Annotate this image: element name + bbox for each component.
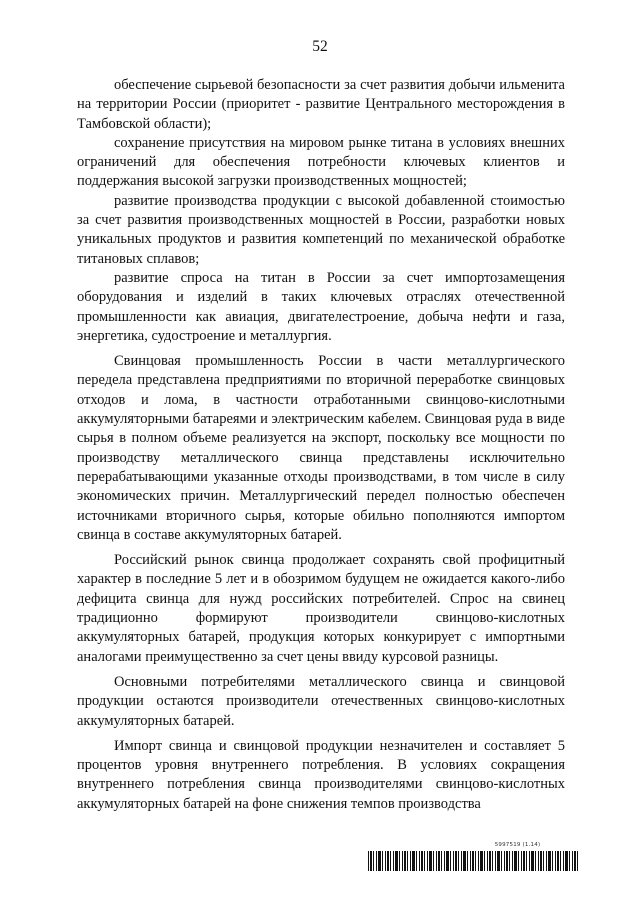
- paragraph-ilmenite-security: обеспечение сырьевой безопасности за счет развития добычи ильменита на территории России (приоритет - развитие Центрального месторождения в Тамбовской области);: [77, 77, 565, 132]
- page-number: 52: [312, 38, 328, 55]
- paragraph-titanium-market-presence: сохранение присутствия на мировом рынке титана в условиях внешних ограничений для обеспечения потребности ключевых клиентов и поддержания высокой загрузки производственных мощностей;: [77, 134, 565, 190]
- body-text: [77, 76, 565, 814]
- paragraph-lead-import: Импорт свинца и свинцовой продукции незначителен и составляет 5 процентов уровня внутреннего потребления. В условиях сокращения внутреннего потребления свинца производителями свинцово-кислотных аккумуляторных батарей на фоне снижения темпов производства: [77, 737, 565, 812]
- paragraph-high-value-production: развитие производства продукции с высокой добавленной стоимостью за счет развития производственных мощностей в России, разработки новых уникальных продуктов и развития компетенций по механической обработке титановых сплавов;: [77, 192, 565, 267]
- paragraph-titanium-demand: развитие спроса на титан в России за счет импортозамещения оборудования и изделий в таких ключевых отраслях отечественной промышленности как авиация, двигателестроение, добыча нефти и газа, энергетика, судостроение и металлургия.: [77, 269, 565, 344]
- document-code: 5997519 (1.14): [494, 842, 541, 848]
- paragraph-lead-consumers: Основными потребителями металлического свинца и свинцовой продукции остаются производители отечественных свинцово-кислотных аккумуляторных батарей.: [77, 673, 565, 729]
- paragraph-lead-market: Российский рынок свинца продолжает сохранять свой профицитный характер в последние 5 лет и в обозримом будущем не ожидается какого-либо дефицита свинца для нужд российских потребителей. Спрос на свинец традиционно формируют производители свинцово-кислотных аккумуляторных батарей, продукция которых конкурирует с импортными аналогами преимущественно за счет цены ввиду курсовой разницы.: [77, 552, 565, 665]
- barcode-image: [368, 851, 580, 871]
- paragraph-lead-industry: Свинцовая промышленность России в части металлургического передела представлена предприятиями по вторичной переработке свинцовых отходов и лома, в частности отработанными свинцово-кислотными аккумуляторными батареями и электрическим кабелем. Свинцовая руда в виде сырья в полном объеме реализуется на экспорт, поскольку все мощности по производству металлического свинца представлены исключительно перерабатывающими указанные отходы производствами, в том числе в силу экономических причин. Металлургический передел полностью обеспечен источниками вторичного сырья, которые обильно пополняются импортом свинца в составе аккумуляторных батарей.: [77, 353, 565, 543]
